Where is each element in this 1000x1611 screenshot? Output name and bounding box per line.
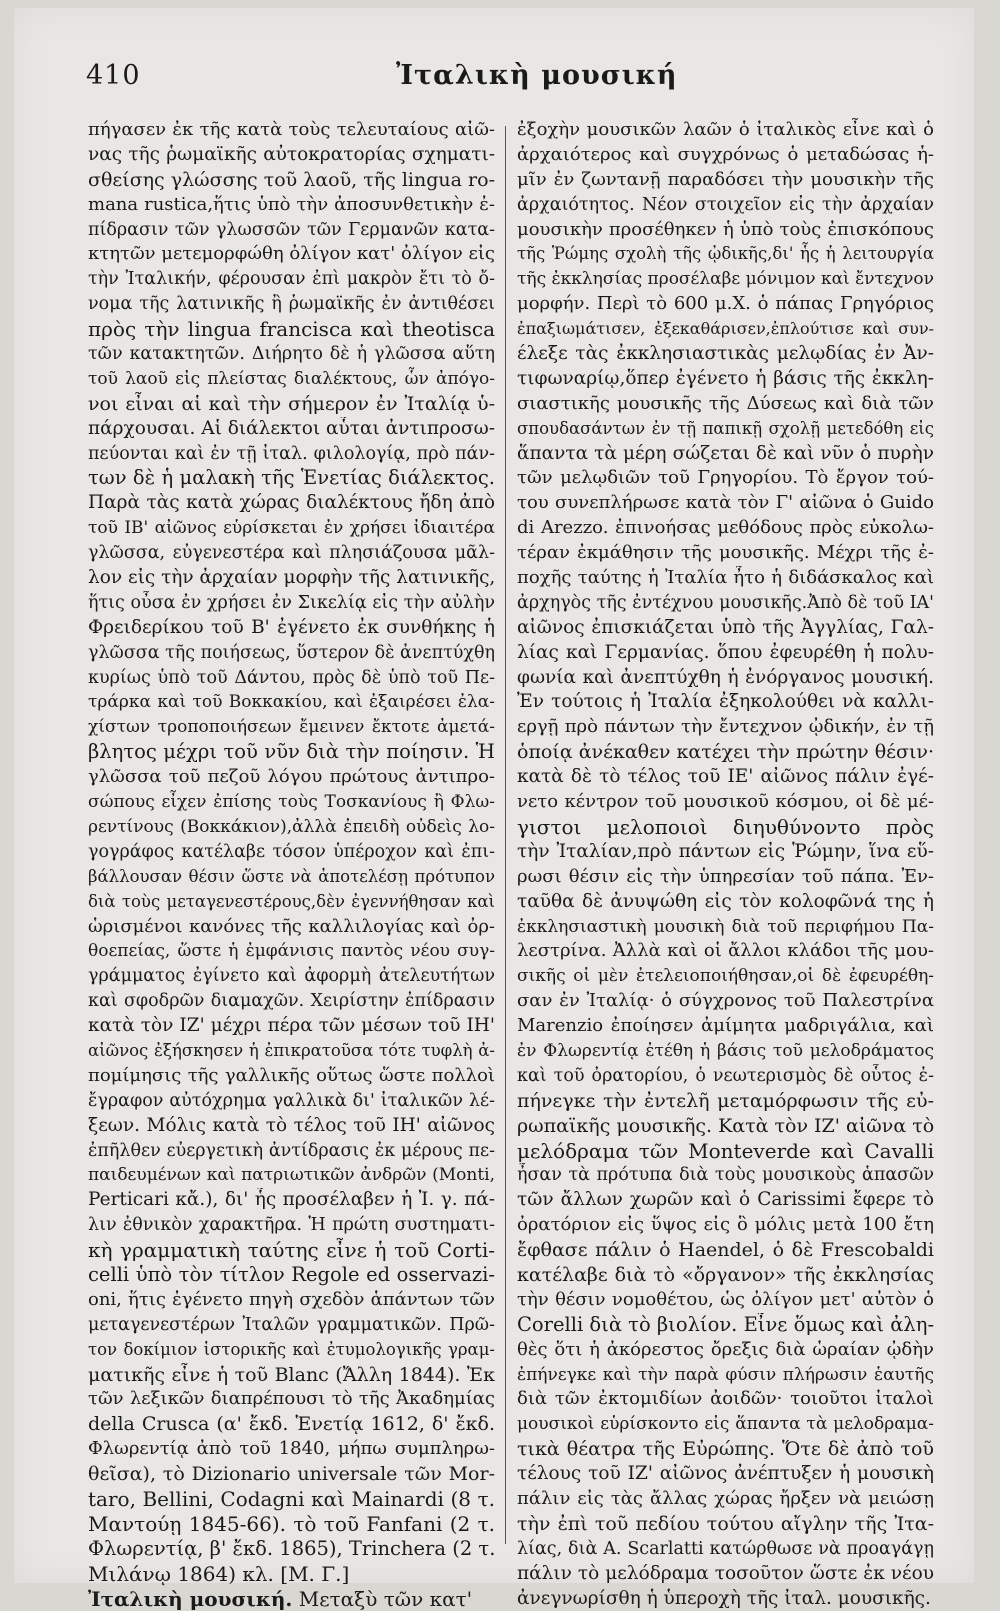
text-line: χίστων τροποποιήσεων ἔμεινεν ἔκτοτε ἀμετά- — [88, 717, 495, 738]
text-line: Marenzio ἐποίησεν ἀμίμητα μαδριγάλια, καὶ — [517, 1015, 934, 1037]
text-line: τοῦ ΙΒ' αἰῶνος εὑρίσκεται ἐν χρήσει ἰδιαιτέρα — [88, 518, 495, 539]
text-line: ὁποίᾳ ἀνέκαθεν κατέχει τὴν πρώτην θέσιν· — [517, 741, 934, 764]
text-line: διὰ τοὺς μεταγενεστέρους,δὲν ἐγεννήθησαν καὶ — [88, 891, 495, 911]
text-line: καὶ τοῦ ὀρατορίου, ὁ νεωτερισμὸς δὲ οὗτος ἐ- — [517, 1065, 934, 1086]
text-line: σιαστικῆς μουσικῆς τῆς Δύσεως καὶ διὰ τῶν — [517, 392, 934, 414]
text-line: νας τῆς ῥωμαϊκῆς αὐτοκρατορίας σχηματι- — [88, 143, 495, 165]
text-line: Μαντούῃ 1845-66). τὸ τοῦ Fanfani (2 τ. — [88, 1511, 495, 1536]
text-line: γλῶσσα τοῦ πεζοῦ λόγου πρώτους ἀντιπρο- — [88, 766, 495, 788]
text-line: των δὲ ἡ μαλακὴ τῆς Ἑνετίας διάλεκτος. — [88, 466, 495, 490]
text-line: κυρίως ὑπὸ τοῦ Δάντου, πρὸς δὲ ὑπὸ τοῦ Πε- — [88, 667, 495, 688]
entry-heading-continuation: Μεταξὺ τῶν κατ' — [292, 1586, 473, 1611]
text-line: σθείσης γλώσσης τοῦ λαοῦ, τῆς lingua ro- — [88, 168, 495, 191]
text-line: τῶν μελῳδιῶν τοῦ Γρηγορίου. Τὸ ἔργον τού- — [517, 467, 934, 489]
text-line: λεστρίνα. Ἀλλὰ καὶ οἱ ἄλλοι κλάδοι τῆς μου- — [517, 940, 934, 962]
text-line: πεύονται καὶ ἐν τῇ ἰταλ. φιλολογίᾳ, πρὸ πάν- — [88, 443, 495, 464]
text-line: ὡρισμένοι κανόνες τῆς καλλιλογίας καὶ ὀρ- — [88, 915, 495, 937]
text-line: ποχῆς ταύτης ἡ Ἰταλία ἦτο ἡ διδάσκαλος καὶ — [517, 567, 934, 589]
page-header — [14, 8, 974, 108]
text-line: ἀρχαιότερος καὶ συγχρόνως ὁ μεταδώσας ἡ- — [517, 143, 934, 165]
text-line: μουσικοὶ εὑρίσκοντο εἰς ἅπαντα τὰ μελοδραμα- — [517, 1414, 934, 1435]
text-line: μορφήν. Περὶ τὸ 600 μ.Χ. ὁ πάπας Γρηγόριος — [517, 293, 934, 315]
text-line: ἔγραφον αὐτόχρημα γαλλικὰ δι' ἰταλικῶν λέ- — [88, 1090, 495, 1111]
text-line: ἅπαντα τὰ μέρη σώζεται δὲ καὶ νῦν ὁ πυρὴν — [517, 442, 934, 464]
text-line: λιν ἐθνικὸν χαρακτῆρα. Ἡ πρώτη συστηματι- — [88, 1215, 495, 1236]
running-title: Ἰταλικὴ μουσική — [396, 60, 678, 91]
text-line: πίδρασιν τῶν γλωσσῶν τῶν Γερμανῶν κατα- — [88, 219, 495, 240]
text-line: θοεπείας, ὥστε ἡ ἐμφάνισις παντὸς νέου συγ- — [88, 941, 495, 962]
entry-heading-line — [88, 1587, 495, 1611]
text-line: τικὰ θέατρα τῆς Εὐρώπης. Ὅτε δὲ ἀπὸ τοῦ — [517, 1438, 934, 1461]
text-line: λίας καὶ Γερμανίας. ὅπου ἐφευρέθη ἡ πολυ- — [517, 641, 934, 663]
text-line: celli ὑπὸ τὸν τίτλον Regole ed osservazi- — [88, 1262, 495, 1286]
text-line: ἦσαν τὰ πρότυπα διὰ τοὺς μουσικοὺς ἁπασῶν — [517, 1165, 934, 1186]
left-text-column — [88, 118, 495, 1611]
text-line: βλητος μέχρι τοῦ νῦν διὰ τὴν ποίησιν. Ἡ — [88, 740, 495, 764]
text-line: ἐν Φλωρεντίᾳ ἐτέθη ἡ βάσις τοῦ μελοδράματος — [517, 1040, 934, 1061]
text-line: Φλωρεντίᾳ, β' ἔκδ. 1865), Trinchera (2 τ. — [88, 1536, 495, 1560]
text-line: taro, Bellini, Codagni καὶ Mainardi (8 τ. — [88, 1486, 495, 1511]
text-line: τῶν ἄλλων χωρῶν καὶ ὁ Carissimi ἔφερε τὸ — [517, 1189, 934, 1211]
text-line: ἐξοχὴν μουσικῶν λαῶν ὁ ἰταλικὸς εἶνε καὶ ὁ — [517, 119, 934, 140]
text-line: Corelli διὰ τὸ βιολίον. Εἶνε ὅμως καὶ ἀλη- — [517, 1312, 934, 1336]
text-line: γράμματος ἐγίνετο καὶ ἀφορμὴ ἀτελευτήτων — [88, 966, 495, 987]
column-divider — [505, 126, 506, 1544]
text-line: φωνία καὶ ἀνεπτύχθη ἡ ἐνόργανος μουσική. — [517, 666, 934, 688]
text-line: Παρὰ τὰς κατὰ χώρας διαλέκτους ἤδη ἀπὸ — [88, 492, 495, 514]
text-line: διὰ τῶν ἐκτομιδίων ἀοιδῶν· τοιοῦτοι ἰταλοὶ — [517, 1388, 934, 1410]
text-line: σώπους εἶχεν ἐπίσης τοὺς Τοσκανίους ἢ Φλω- — [88, 792, 495, 813]
text-line: εργῇ πρὸ πάντων τὴν ἔντεχνον ᾠδικήν, ἐν τῇ — [517, 716, 934, 738]
text-line: μεταγενεστέρων Ἰταλῶν γραμματικῶν. Πρῶ- — [88, 1314, 495, 1335]
text-line: oni, ἥτις ἐγένετο πηγὴ σχεδὸν ἁπάντων τῶν — [88, 1288, 495, 1310]
text-line: Perticari κἄ.), δι' ἧς προσέλαβεν ἡ Ἰ. γ. πά- — [88, 1189, 495, 1211]
text-line: μῖν ἐν ζωντανῇ παραδόσει τὴν μουσικὴν τῆς — [517, 168, 934, 190]
text-line: ὀρατόριον εἰς ὕψος εἰς ὃ μόλις μετὰ 100 ἔτη — [517, 1214, 934, 1236]
text-line: πάρχουσαι. Αἱ διάλεκτοι αὗται ἀντιπροσω- — [88, 417, 495, 439]
text-line: ἐπῆλθεν εὐεργετικὴ ἀντίδρασις ἐκ μέρους πε- — [88, 1140, 495, 1161]
text-line: τον δοκίμιον ἱστορικῆς καὶ ἐτυμολογικῆς γραμ- — [88, 1339, 495, 1359]
text-line: λον εἰς τὴν ἀρχαίαν μορφὴν τῆς λατινικῆς, — [88, 567, 495, 589]
text-line: ρωσι θέσιν εἰς τὴν ὑπηρεσίαν τοῦ πάπα. Ἐν- — [517, 865, 934, 887]
text-line: di Arezzo. ἐπινοήσας μεθόδους πρὸς εὐκολω- — [517, 517, 934, 539]
text-line: Φρειδερίκου τοῦ Β' ἐγένετο ἐκ συνθήκης ἡ — [88, 616, 495, 638]
text-line: mana rustica,ἥτις ὑπὸ τὴν ἀποσυνθετικὴν ἐ- — [88, 193, 495, 215]
text-line: τῆς Ῥώμης σχολὴ τῆς ᾠδικῆς,δι' ἧς ἡ λειτουργία — [517, 244, 934, 264]
text-line: κατέλαβε διὰ τὸ «ὄργανον» τῆς ἐκκλησίας — [517, 1263, 934, 1286]
text-line: ἐπήνεγκε καὶ τὴν παρὰ φύσιν πλήρωσιν ἑαυτῆς — [517, 1364, 934, 1385]
text-line: τὴν Ἰταλικήν, φέρουσαν ἐπὶ μακρὸν ἔτι τὸ ὄ- — [88, 269, 495, 290]
right-text-column — [517, 118, 934, 1611]
text-line: τὴν θέσιν νομοθέτου, ὡς ὀλίγον μετ' αὐτὸν ὁ — [517, 1288, 934, 1310]
text-line: ταῦθα δὲ ἀνυψώθη εἰς τὸν κολοφῶνά της ἡ — [517, 890, 934, 912]
text-line: κατὰ τὸν ΙΖ' μέχρι πέρα τῶν μέσων τοῦ ΙΗ' — [88, 1015, 495, 1037]
text-line: ἐπαξιωμάτισεν, ἐξεκαθάρισεν,ἐπλούτισε καὶ συν- — [517, 319, 934, 339]
book-page — [14, 8, 974, 1611]
text-line: μελόδραμα τῶν Monteverde καὶ Cavalli — [517, 1138, 934, 1163]
text-line: κὴ γραμματικὴ ταύτης εἶνε ἡ τοῦ Corti- — [88, 1238, 495, 1263]
text-line: γλῶσσα τῆς ποιήσεως, ὕστερον δὲ ἀνεπτύχθη — [88, 642, 495, 663]
text-line: τὴν ἐπὶ τοῦ πεδίου τούτου αἴγλην τῆς Ἰτα- — [517, 1512, 934, 1535]
text-line: Μιλάνῳ 1864) κλ. [Μ. Γ.] — [88, 1561, 350, 1586]
text-line: πομίμησις τῆς γαλλικῆς οὕτως ὥστε πολλοὶ — [88, 1064, 495, 1086]
text-line: τῶν λεξικῶν διαπρέπουσι τὸ τῆς Ἀκαδημίας — [88, 1388, 495, 1410]
text-line: ματικῆς εἶνε ἡ τοῦ Blanc (Ἄλλη 1844). Ἐκ — [88, 1363, 495, 1386]
text-line: ἔφθασε πάλιν ὁ Haendel, ὁ δὲ Frescobaldi — [517, 1239, 934, 1262]
text-line: Ἐν τούτοις ἡ Ἰταλία ἐξηκολούθει νὰ καλλι- — [517, 691, 934, 713]
text-line: σπουδασάντων ἐν τῇ παπικῇ σχολῇ μετεδόθη εἰς — [517, 418, 934, 438]
text-line: πάλιν τὸ μελόδραμα τοσοῦτον ὥστε ἐκ νέου — [517, 1562, 934, 1584]
text-line: αἰῶνος ἐπισκιάζεται ὑπὸ τῆς Ἀγγλίας, Γαλ- — [517, 616, 934, 638]
text-line: Φλωρεντίᾳ ἀπὸ τοῦ 1840, μήπω συμπληρω- — [88, 1438, 495, 1460]
text-line: τράρκα καὶ τοῦ Βοκκακίου, καὶ ἐξαιρέσει ἐλα- — [88, 692, 495, 713]
text-line: βάλλουσαν θέσιν ὥστε νὰ ἀποτελέσῃ πρότυπον — [88, 866, 495, 886]
text-line: θὲς ὅτι ἡ ἀκόρεστος ὄρεξις διὰ ὡραίαν ᾠδὴν — [517, 1338, 934, 1360]
text-line: ἐκκλησιαστικὴ μουσικὴ διὰ τοῦ περιφήμου Πα- — [517, 916, 934, 937]
text-line: ἀρχηγὸς τῆς ἐντέχνου μουσικῆς.Ἀπὸ δὲ τοῦ ΙΑ' — [517, 592, 934, 613]
text-line: θεῖσα), τὸ Dizionario universale τῶν Mor- — [88, 1463, 495, 1486]
text-line: γιστοι μελοποιοὶ διηυθύνοντο πρὸς — [517, 814, 934, 839]
text-line: σαν ἐν Ἰταλίᾳ· ὁ σύγχρονος τοῦ Παλεστρίνα — [517, 990, 934, 1012]
text-line: τῆς ἐκκλησίας προσέλαβε μόνιμον καὶ ἔντεχνον — [517, 269, 934, 290]
text-line: τέλους τοῦ ΙΖ' αἰῶνος ἀνέπτυξεν ἡ μουσικὴ — [517, 1463, 934, 1485]
text-line: πάλιν εἰς τὰς ἄλλας χώρας ἤρξεν νὰ μειώσῃ — [517, 1487, 934, 1509]
text-line: παιδευμένων καὶ πατριωτικῶν ἀνδρῶν (Monti, — [88, 1165, 495, 1186]
text-line: τέραν ἐκμάθησιν τῆς μουσικῆς. Μέχρι τῆς ἐ- — [517, 542, 934, 564]
text-line: della Crusca (α' ἔκδ. Ἑνετίᾳ 1612, δ' ἔκδ. — [88, 1413, 495, 1436]
text-line: ρωπαϊκῆς μουσικῆς. Κατὰ τὸν ΙΖ' αἰῶνα τὸ — [517, 1114, 934, 1137]
text-line: αἰῶνος ἐξήσκησεν ἡ ἐπικρατοῦσα τότε τυφλὴ ἀ- — [88, 1040, 495, 1060]
text-line: ἀνεγνωρίσθη ἡ ὑπεροχὴ τῆς ἰταλ. μουσικῆς. — [517, 1587, 931, 1609]
text-line: ἥτις οὖσα ἐν χρήσει ἐν Σικελίᾳ εἰς τὴν αὐλὴν — [88, 592, 495, 613]
text-line: τοῦ λαοῦ εἰς πλείστας διαλέκτους, ὧν ἀπόγο- — [88, 368, 495, 389]
text-line: τῶν κατακτητῶν. Διήρητο δὲ ἡ γλῶσσα αὕτη — [88, 344, 495, 365]
text-line: πήνεγκε τὴν ἐντελῆ μεταμόρφωσιν τῆς εὐ- — [517, 1089, 934, 1112]
text-line: τιφωναρίῳ,ὅπερ ἐγένετο ἡ βάσις τῆς ἐκκλη- — [517, 367, 934, 389]
text-line: έλεξε τὰς ἐκκλησιαστικὰς μελῳδίας ἐν Ἀν- — [517, 343, 934, 365]
text-line: ξεων. Μόλις κατὰ τὸ τέλος τοῦ ΙΗ' αἰῶνος — [88, 1114, 495, 1136]
text-line: σικῆς οἱ μὲν ἐτελειοποιήθησαν,οἱ δὲ ἐφευρέθη- — [517, 966, 934, 987]
text-line: ἀρχαιότητος. Νέον στοιχεῖον εἰς τὴν ἀρχαίαν — [517, 194, 934, 215]
text-line: μουσικὴν προσέθηκεν ἡ ὑπὸ τοὺς ἐπισκόπους — [517, 218, 934, 240]
text-line: του συνεπλήρωσε κατὰ τὸν Γ' αἰῶνα ὁ Guido — [517, 492, 934, 514]
text-line: ρεντίνους (Βοκκάκιον),ἀλλὰ ἐπειδὴ οὐδεὶς λο- — [88, 816, 495, 837]
page-number: 410 — [86, 60, 141, 91]
text-line: πήγασεν ἐκ τῆς κατὰ τοὺς τελευταίους αἰῶ- — [88, 119, 495, 140]
text-line: καὶ σφοδρῶν διαμαχῶν. Χειρίστην ἐπίδρασιν — [88, 991, 495, 1012]
text-line: νετο κέντρον τοῦ μουσικοῦ κόσμου, οἱ δὲ μέ- — [517, 791, 934, 813]
text-line: νοι εἶναι αἱ καὶ τὴν σήμερον ἐν Ἰταλίᾳ ὑ- — [88, 392, 495, 415]
text-line: γογράφος κατέλαβε τόσον ὑπέροχον καὶ ἐπι- — [88, 841, 495, 862]
text-line: νομα τῆς λατινικῆς ἢ ῥωμαϊκῆς ἐν ἀντιθέσει — [88, 294, 495, 315]
text-line: κτητῶν μετεμορφώθη ὀλίγον κατ' ὀλίγον εἰς — [88, 243, 495, 265]
text-line: κατὰ δὲ τὸ τέλος τοῦ ΙΕ' αἰῶνος πάλιν ἐγέ- — [517, 766, 934, 788]
text-line: γλῶσσα, εὐγενεστέρα καὶ πλησιάζουσα μᾶλ- — [88, 543, 495, 564]
text-line: τὴν Ἰταλίαν,πρὸ πάντων εἰς Ῥώμην, ἵνα εὕ- — [517, 840, 934, 862]
entry-heading: Ἰταλικὴ μουσική. — [88, 1586, 293, 1611]
text-line: πρὸς τὴν lingua francisca καὶ theotisca — [88, 317, 495, 342]
text-line: λίας, διὰ A. Scarlatti κατώρθωσε νὰ προαγάγῃ — [517, 1538, 934, 1559]
